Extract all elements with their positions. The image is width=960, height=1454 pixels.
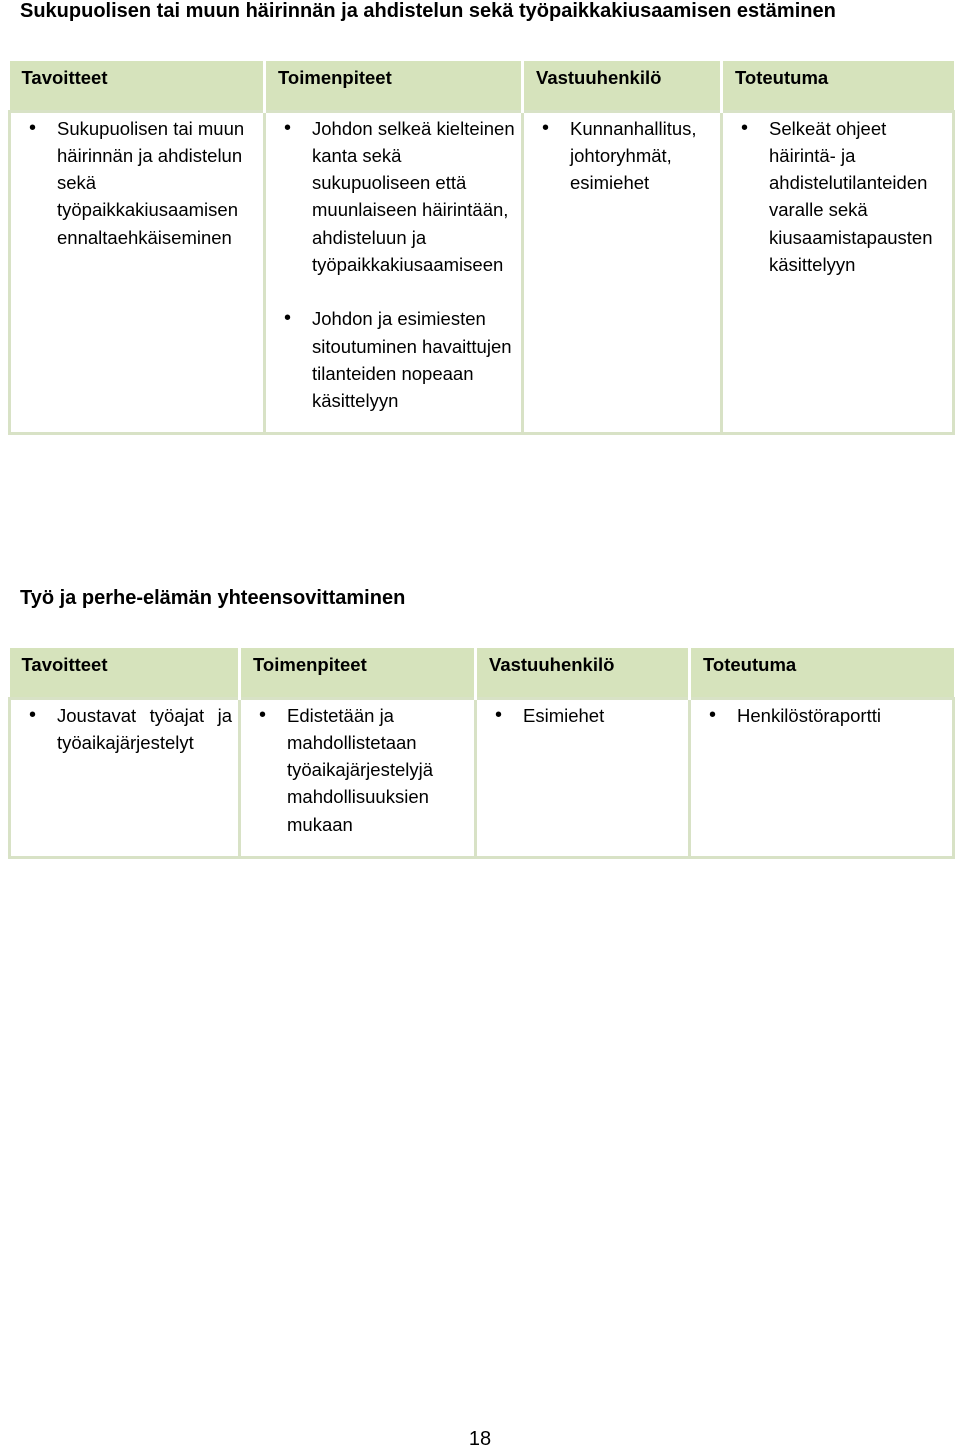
bullet-icon: • [709, 703, 717, 726]
page-number: 18 [468, 1428, 492, 1450]
goals-cell [10, 111, 265, 434]
bullet-icon: • [495, 703, 503, 726]
column-header-goals: Tavoitteet [10, 61, 265, 111]
column-header-outcome: Toteutuma [722, 61, 954, 111]
table-row [10, 698, 954, 857]
list-item: • Joustavat työajat ja työaikajärjestelyt [29, 703, 232, 753]
column-header-outcome: Toteutuma [690, 648, 954, 698]
column-header-responsible: Vastuuhenkilö [523, 61, 722, 111]
list-item: • Selkeät ohjeet häirintä- ja ahdistelutilanteiden varalle sekä kiusaamistapausten käsittelyyn [741, 116, 933, 275]
actions-cell [240, 698, 476, 857]
work-family-plan-table [8, 648, 955, 859]
bullet-icon: • [284, 116, 292, 139]
outcome-cell [690, 698, 954, 857]
list-item: • Johdon selkeä kielteinen kanta sekä sukupuoliseen että muunlaiseen häirintään, ahdisteluun ja työpaikkakiusaamiseen [284, 116, 515, 275]
outcome-cell [722, 111, 954, 434]
section-title-work-family: Työ ja perhe-elämän yhteensovittaminen [20, 587, 406, 609]
responsible-cell [523, 111, 722, 434]
section-title-harassment: Sukupuolisen tai muun häirinnän ja ahdistelun sekä työpaikkakiusaamisen estäminen [20, 0, 836, 22]
table-row [10, 111, 954, 434]
bullet-icon: • [29, 116, 37, 139]
bullet-icon: • [741, 116, 749, 139]
column-header-actions: Toimenpiteet [265, 61, 523, 111]
bullet-icon: • [284, 307, 292, 330]
table-header-row [10, 648, 954, 698]
column-header-goals: Tavoitteet [10, 648, 240, 698]
list-item: • Esimiehet [483, 702, 682, 729]
column-header-responsible: Vastuuhenkilö [476, 648, 690, 698]
list-item: • Henkilöstöraportti [697, 702, 946, 729]
actions-cell [265, 111, 523, 434]
table-header-row [10, 61, 954, 111]
list-item: • Sukupuolisen tai muun häirinnän ja ahdistelun sekä työpaikkakiusaamisen ennaltaehkäiseminen [29, 116, 245, 248]
responsible-cell [476, 698, 690, 857]
goals-cell [10, 698, 240, 857]
bullet-icon: • [29, 703, 37, 726]
list-item: • Edistetään ja mahdollistetaan työaikajärjestelyjä mahdollisuuksien mukaan [259, 703, 434, 835]
bullet-icon: • [542, 116, 550, 139]
harassment-plan-table [8, 61, 955, 435]
column-header-actions: Toimenpiteet [240, 648, 476, 698]
list-item: • Kunnanhallitus, johtoryhmät, esimiehet [542, 116, 697, 194]
list-item: • Johdon ja esimiesten sitoutuminen havaittujen tilanteiden nopeaan käsittelyyn [284, 307, 512, 412]
bullet-icon: • [259, 703, 267, 726]
